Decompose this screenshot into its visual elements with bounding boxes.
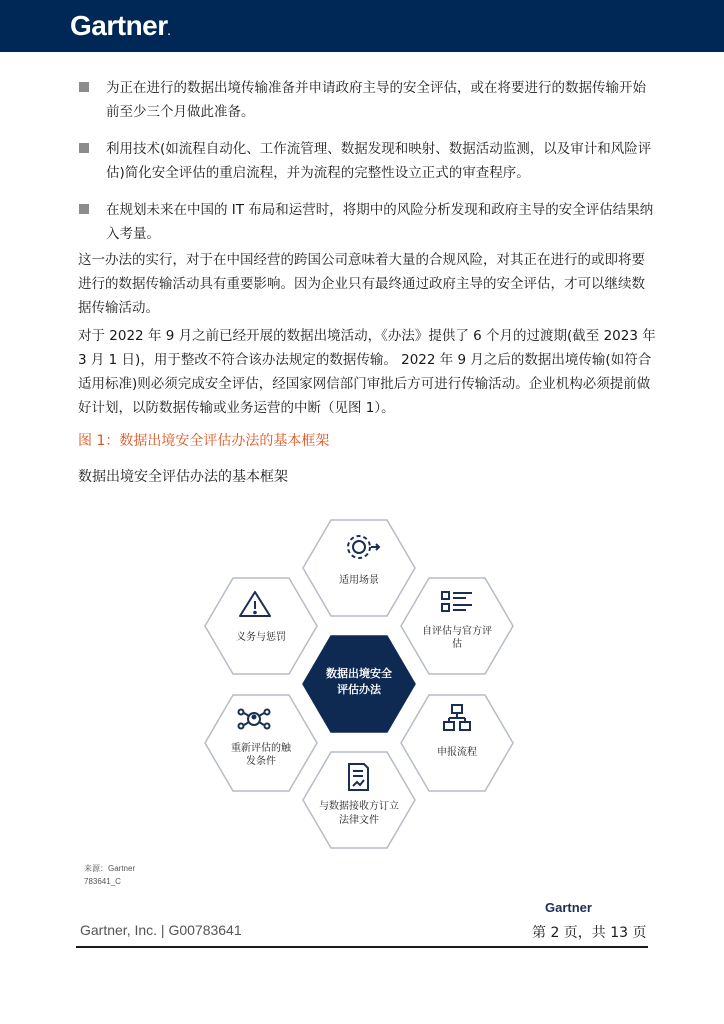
- hex-upper-right: [401, 578, 513, 674]
- hex-bottom: [303, 752, 415, 848]
- center-label: 评估办法: [337, 683, 381, 696]
- hex-label: 估: [452, 639, 462, 650]
- square-bullet-icon: [79, 82, 89, 92]
- hex-label: 发条件: [246, 756, 276, 767]
- hex-label: 义务与惩罚: [236, 632, 286, 643]
- body-paragraph: 这一办法的实行，对于在中国经营的跨国公司意味着大量的合规风险，对其正在进行的或即将要进行的数据传输活动具有重要影响。因为企业只有最终通过政府主导的安全评估，才可以继续数据传输活动。: [78, 252, 645, 316]
- hex-lower-left: [205, 695, 317, 791]
- hex-center: [303, 636, 415, 732]
- hex-label: 申报流程: [437, 747, 477, 758]
- page-number: 第 2 页，共 13 页: [532, 925, 647, 941]
- hex-upper-left: [205, 578, 317, 674]
- figure-subtitle: 数据出境安全评估办法的基本框架: [78, 469, 288, 485]
- header-bar: [0, 0, 724, 52]
- hex-top: [303, 520, 415, 616]
- framework-diagram: [186, 505, 536, 855]
- square-bullet-icon: [79, 143, 89, 153]
- list-item: [78, 198, 658, 246]
- bullet-text: 利用技术(如流程自动化、工作流管理、数据发现和映射、数据活动监测，以及审计和风险评估)简化安全评估的重启流程，并为流程的完整性设立正式的审查程序。: [106, 141, 652, 181]
- hex-label: 重新评估的触: [231, 743, 291, 754]
- figure-title: 图 1：数据出境安全评估办法的基本框架: [78, 433, 330, 449]
- footer-gartner-logo: Gartner: [545, 900, 592, 915]
- figure-id: 783641_C: [84, 877, 121, 886]
- footer-divider: [76, 946, 648, 948]
- center-label: 数据出境安全: [326, 667, 392, 680]
- logo-text: Gartner: [70, 10, 168, 41]
- bullet-text: 为正在进行的数据出境传输准备并申请政府主导的安全评估，或在将要进行的数据传输开始前至少三个月做此准备。: [106, 80, 646, 120]
- list-item: [78, 137, 658, 185]
- hex-label: 适用场景: [339, 575, 379, 586]
- gartner-logo: [70, 8, 170, 51]
- figure-source: 来源：Gartner: [84, 864, 136, 873]
- body-paragraph: 对于 2022 年 9 月之前已经开展的数据出境活动，《办法》提供了 6 个月的过渡期(截至 2023 年 3 月 1 日)，用于整改不符合该办法规定的数据传输。 2022 年 9 月之后的数据出境传输(如符合适用标准)则必须完成安全评估，经国家网信部门审批后方可进行传输活动。企业机构必须提前做好计划，以防数据传输或业务运营的中断（见图 1）。: [78, 328, 656, 416]
- square-bullet-icon: [79, 204, 89, 214]
- hex-label: 自评估与官方评: [422, 626, 492, 637]
- hex-label: 与数据接收方订立: [319, 801, 399, 812]
- bullet-list: [78, 76, 658, 259]
- logo-dot: .: [167, 27, 170, 38]
- bullet-text: 在规划未来在中国的 IT 布局和运营时，将期中的风险分析发现和政府主导的安全评估结果纳入考量。: [106, 202, 654, 242]
- hex-label: 法律文件: [339, 815, 379, 826]
- list-item: [78, 76, 658, 124]
- footer-doc-id: Gartner, Inc. | G00783641: [80, 922, 242, 938]
- hex-lower-right: [401, 695, 513, 791]
